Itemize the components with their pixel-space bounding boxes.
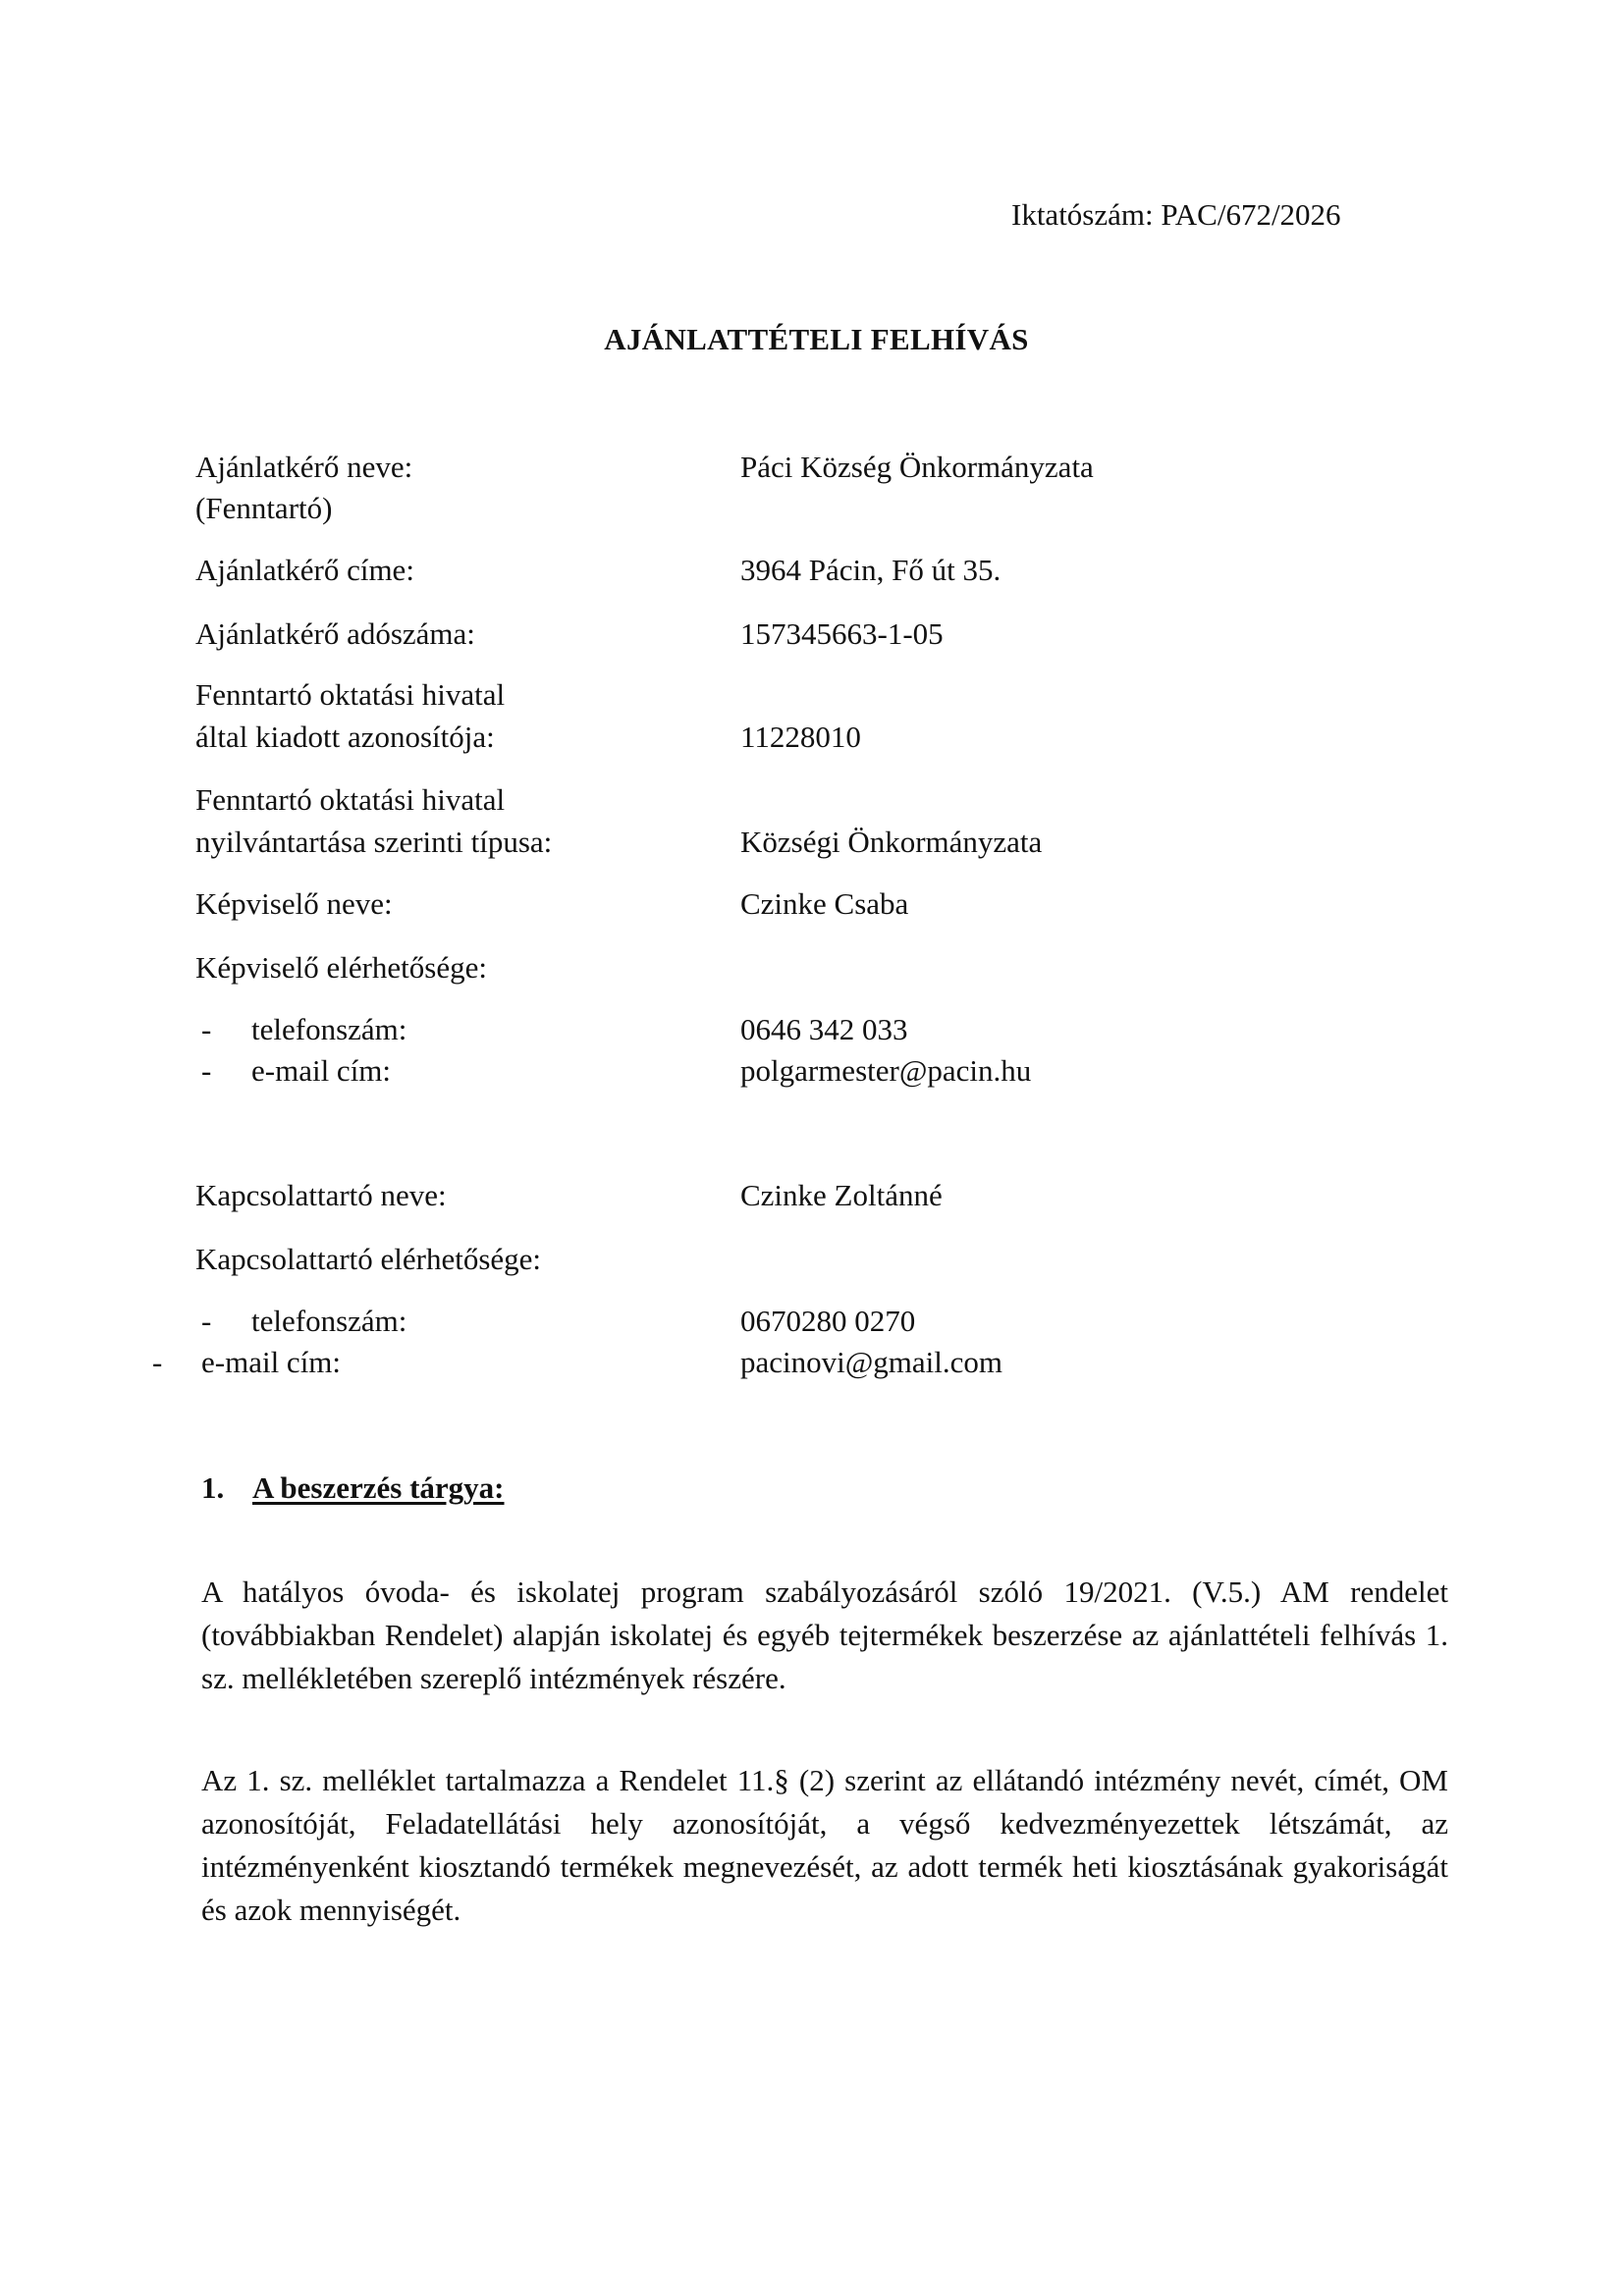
- section-paragraph: Az 1. sz. melléklet tartalmazza a Rendelet 11.§ (2) szerint az ellátandó intézmény nevét, címét, OM azonosítóját, Feladatellátási hely azonosítóját, a végső kedvezményezettek létszámát, az intézményenként kiosztandó termékek megnevezését, az adott termék heti kiosztásának gyakoriságát és azok mennyiségét.: [201, 1763, 1448, 1927]
- representative-phone-label: telefonszám:: [251, 1012, 407, 1046]
- bullet-dash: -: [201, 1304, 212, 1338]
- requester-tax-label: Ajánlatkérő adószáma:: [195, 616, 475, 651]
- requester-address-value: 3964 Pácin, Fő út 35.: [740, 553, 1001, 587]
- requester-name-value: Páci Község Önkormányzata: [740, 450, 1094, 484]
- office-type-value: Községi Önkormányzata: [740, 825, 1043, 859]
- representative-name-label: Képviselő neve:: [195, 886, 393, 921]
- requester-name-label-sub: (Fenntartó): [195, 491, 333, 525]
- bullet-dash: -: [201, 1012, 212, 1046]
- office-id-value: 11228010: [740, 720, 861, 754]
- bullet-dash: -: [201, 1053, 212, 1088]
- contact-phone-value: 0670280 0270: [740, 1304, 916, 1338]
- contact-name-label: Kapcsolattartó neve:: [195, 1178, 447, 1212]
- section-number: 1.: [201, 1470, 225, 1505]
- office-type-label-sub: nyilvántartása szerinti típusa:: [195, 825, 553, 859]
- contact-email-label: e-mail cím:: [201, 1345, 342, 1379]
- section-title: A beszerzés tárgya:: [252, 1470, 505, 1505]
- section-paragraph: A hatályos óvoda- és iskolatej program szabályozásáról szóló 19/2021. (V.5.) AM rendelet (továbbiakban Rendelet) alapján iskolatej és egyéb tejtermékek beszerzése az ajánlattételi felhívás 1. sz. mellékletében szereplő intézmények részére.: [201, 1575, 1448, 1695]
- contact-name-value: Czinke Zoltánné: [740, 1178, 943, 1212]
- requester-tax-value: 157345663-1-05: [740, 616, 944, 651]
- contact-email-value: pacinovi@gmail.com: [740, 1345, 1003, 1379]
- contact-phone-label: telefonszám:: [251, 1304, 407, 1338]
- registration-number: Iktatószám: PAC/672/2026: [1011, 197, 1341, 232]
- requester-name-label: Ajánlatkérő neve:: [195, 450, 413, 484]
- office-id-label-sub: által kiadott azonosítója:: [195, 720, 495, 754]
- bullet-dash: -: [152, 1345, 163, 1379]
- representative-email-value: polgarmester@pacin.hu: [740, 1053, 1032, 1088]
- requester-address-label: Ajánlatkérő címe:: [195, 553, 414, 587]
- contact-contact-label: Kapcsolattartó elérhetősége:: [195, 1242, 542, 1276]
- office-id-label: Fenntartó oktatási hivatal: [195, 677, 506, 712]
- representative-name-value: Czinke Csaba: [740, 886, 909, 921]
- document-title: AJÁNLATTÉTELI FELHÍVÁS: [604, 322, 1029, 356]
- representative-email-label: e-mail cím:: [251, 1053, 392, 1088]
- representative-phone-value: 0646 342 033: [740, 1012, 908, 1046]
- representative-contact-label: Képviselő elérhetősége:: [195, 950, 487, 985]
- office-type-label: Fenntartó oktatási hivatal: [195, 782, 506, 817]
